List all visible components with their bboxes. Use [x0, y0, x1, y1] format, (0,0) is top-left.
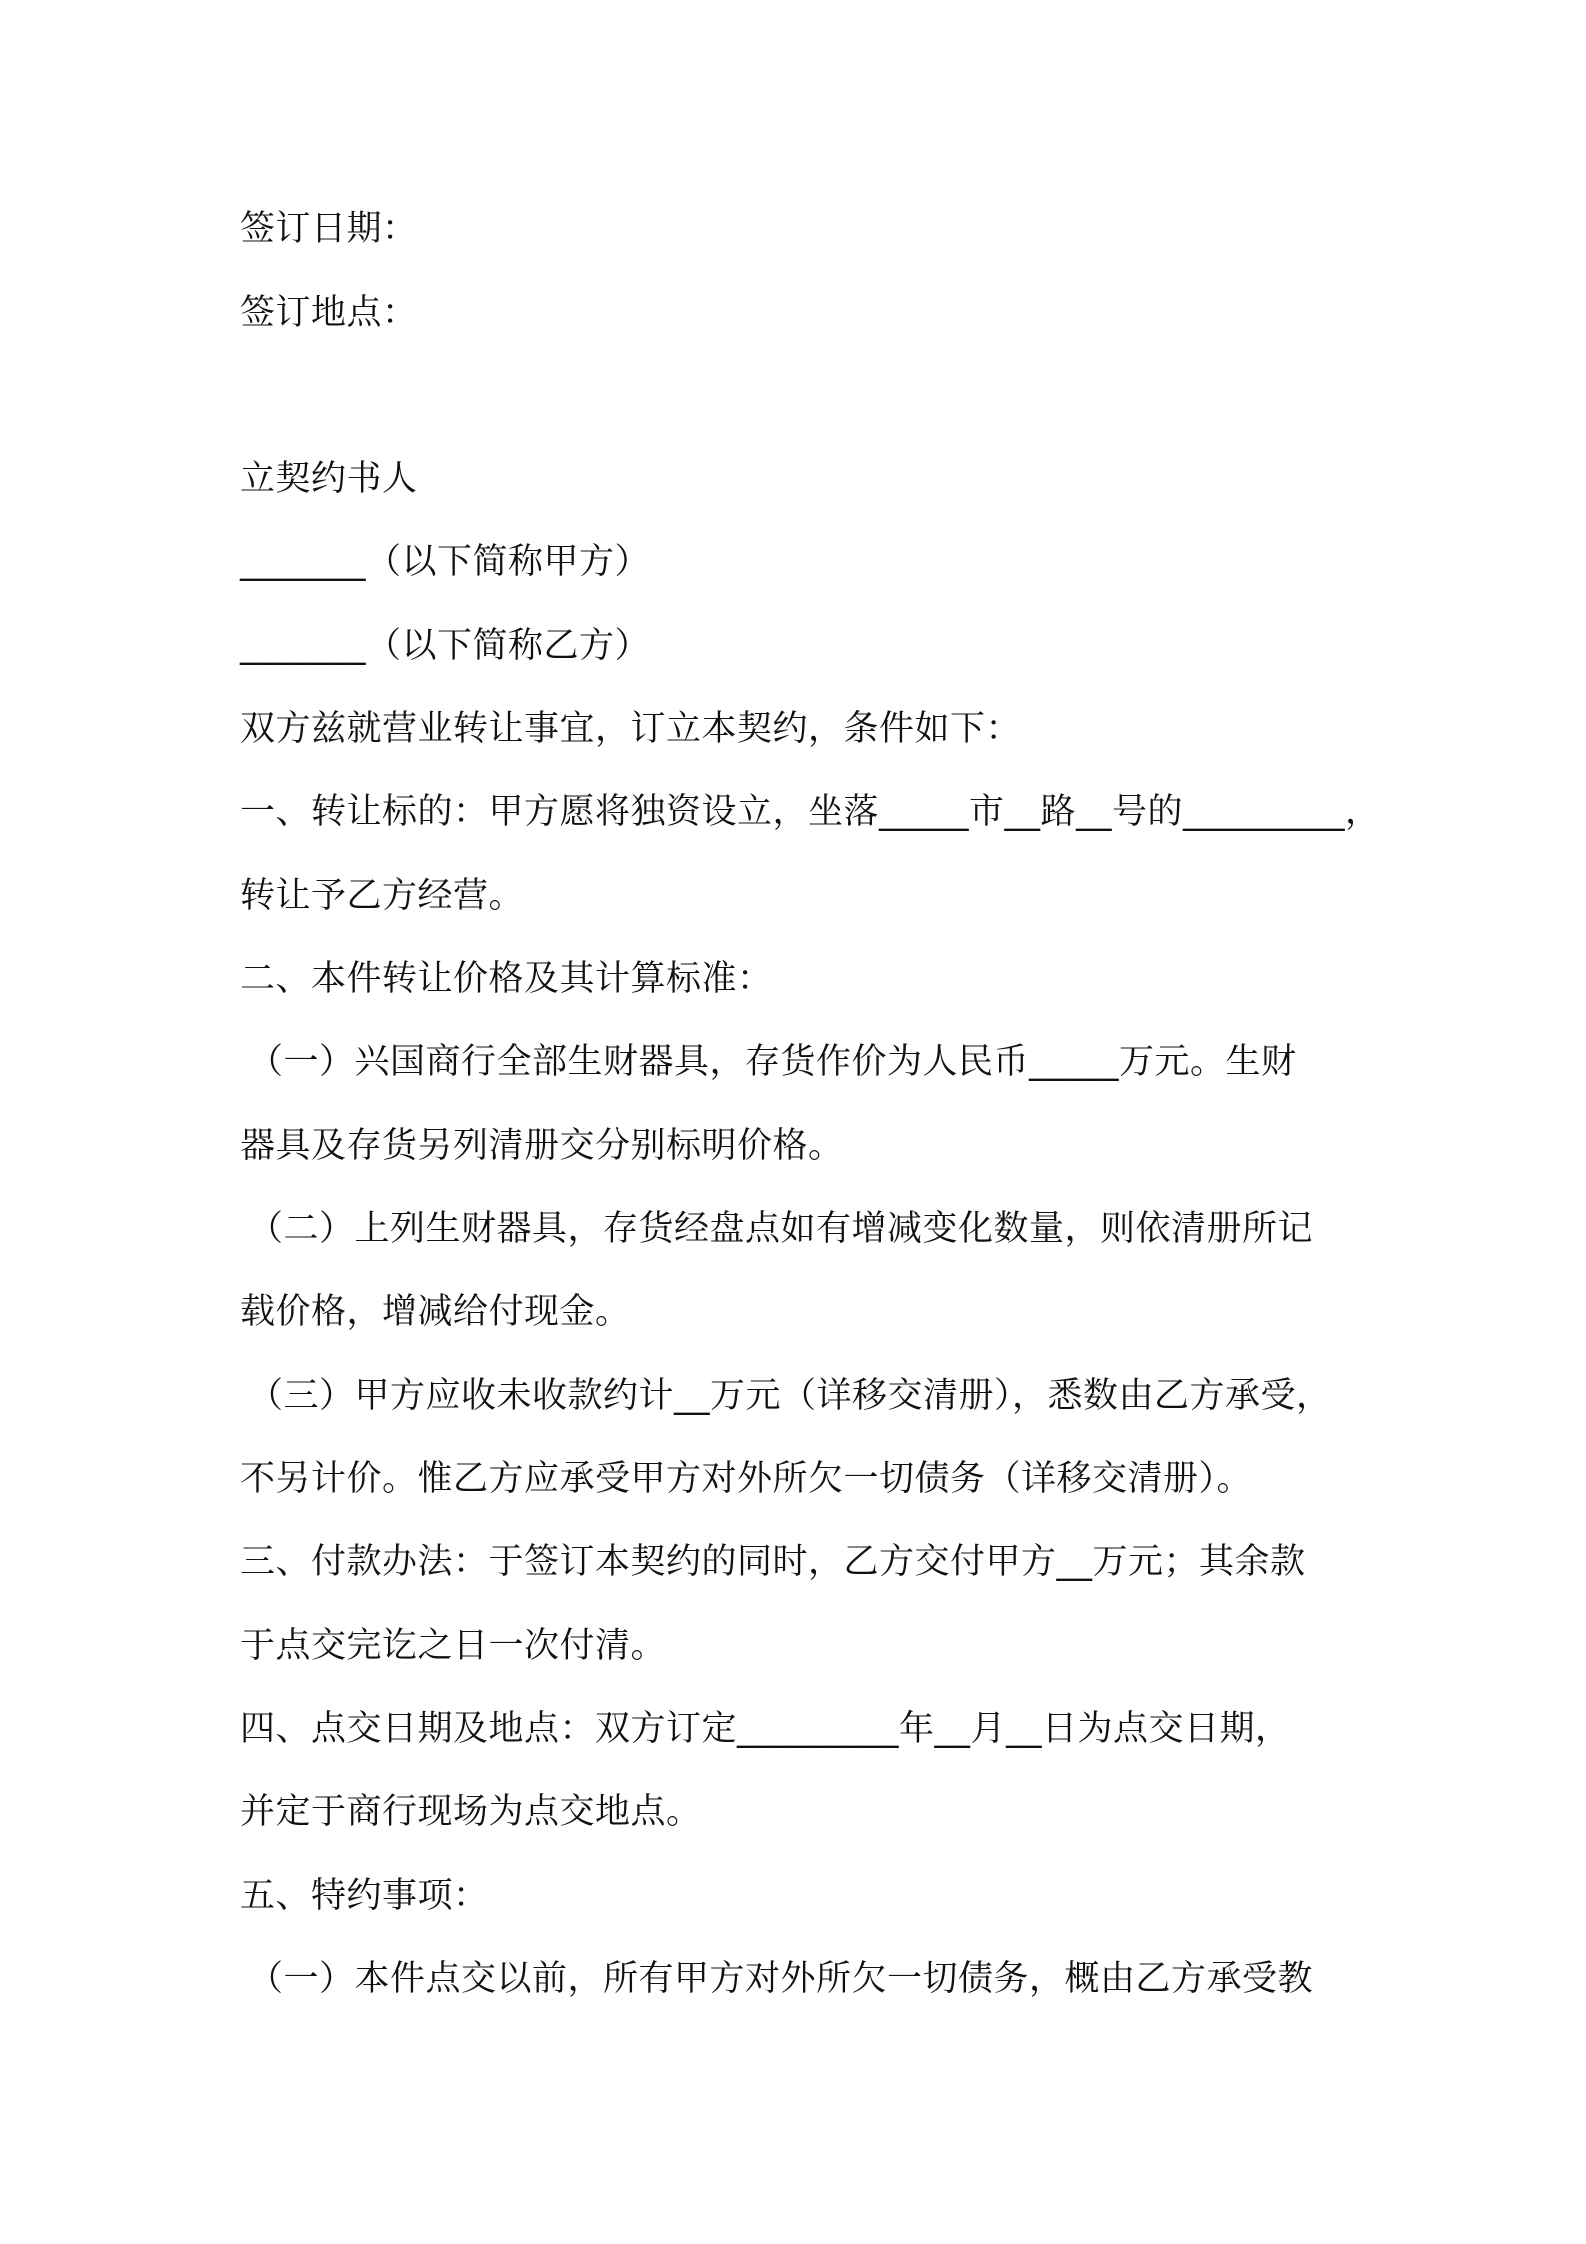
clause-2-heading: 二、本件转让价格及其计算标准： [240, 959, 773, 999]
clause-4-line-1: 四、点交日期及地点：双方订定_________年__月__日为点交日期， [240, 1709, 1291, 1749]
signing-place-line: 签订地点： [240, 293, 418, 333]
clause-2-1-line-2: 器具及存货另列清册交分别标明价格。 [240, 1126, 844, 1166]
clause-4-line-2: 并定于商行现场为点交地点。 [240, 1792, 702, 1832]
clause-2-2-line-1: （二）上列生财器具，存货经盘点如有增减变化数量，则依清册所记 [248, 1209, 1314, 1249]
signing-date-line: 签订日期： [240, 209, 418, 249]
party-b-line: _______（以下简称乙方） [240, 626, 651, 666]
clause-2-2-line-2: 载价格，增减给付现金。 [240, 1292, 631, 1332]
parties-heading: 立契约书人 [240, 459, 418, 499]
intro-paragraph: 双方兹就营业转让事宜，订立本契约，条件如下： [240, 709, 1022, 749]
clause-5-1-line-1: （一）本件点交以前，所有甲方对外所欠一切债务，概由乙方承受教 [248, 1959, 1314, 1999]
clause-1-line-2: 转让予乙方经营。 [240, 876, 525, 916]
clause-2-3-line-1: （三）甲方应收未收款约计__万元（详移交清册），悉数由乙方承受， [248, 1376, 1332, 1416]
clause-2-3-line-2: 不另计价。惟乙方应承受甲方对外所欠一切债务（详移交清册）。 [240, 1459, 1253, 1499]
clause-1-line-1: 一、转让标的：甲方愿将独资设立，坐落_____市__路__号的_________， [240, 792, 1381, 832]
clause-2-1-line-1: （一）兴国商行全部生财器具，存货作价为人民币_____万元。生财 [248, 1042, 1297, 1082]
clause-3-line-2: 于点交完讫之日一次付清。 [240, 1626, 667, 1666]
party-a-line: _______（以下简称甲方） [240, 542, 651, 582]
clause-5-heading: 五、特约事项： [240, 1876, 489, 1916]
clause-3-line-1: 三、付款办法：于签订本契约的同时，乙方交付甲方__万元；其余款 [240, 1542, 1306, 1582]
